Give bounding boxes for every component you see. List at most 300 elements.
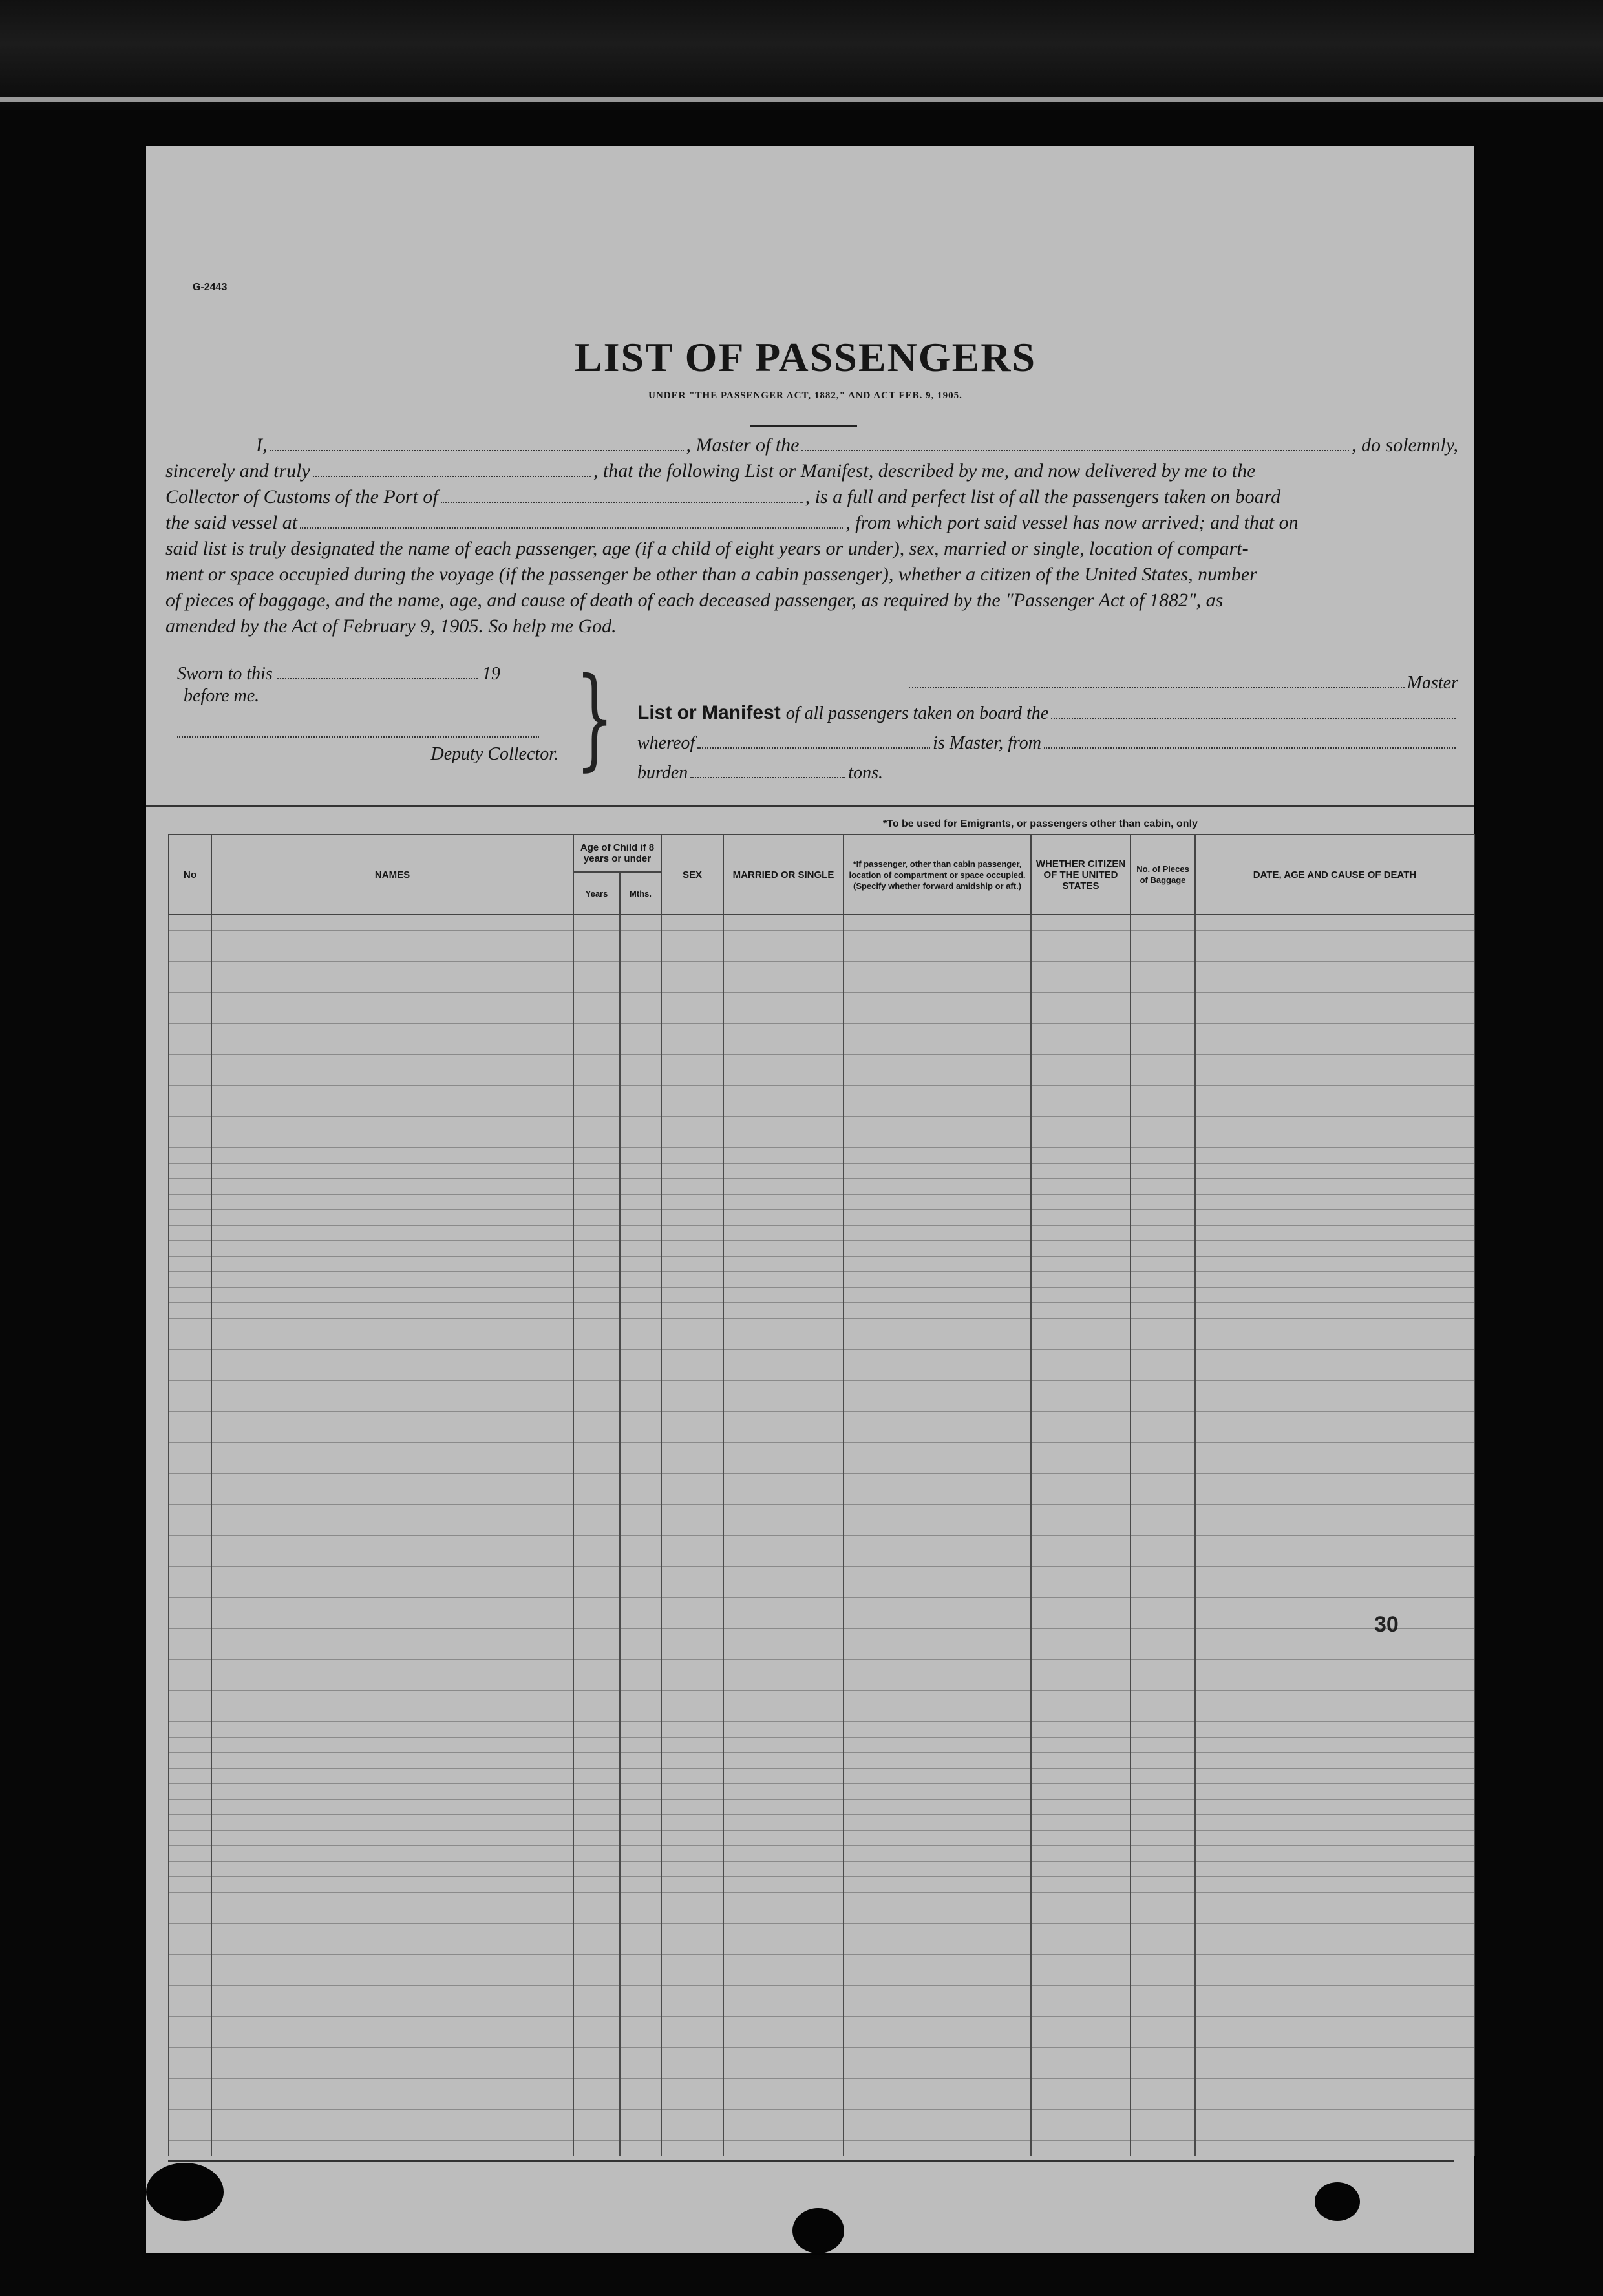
table-cell[interactable] — [573, 1675, 620, 1691]
table-cell[interactable] — [169, 1675, 211, 1691]
table-cell[interactable] — [211, 1520, 573, 1536]
table-cell[interactable] — [211, 2063, 573, 2079]
table-cell[interactable] — [620, 931, 661, 946]
table-cell[interactable] — [661, 993, 723, 1008]
table-cell[interactable] — [723, 1055, 844, 1070]
table-cell[interactable] — [661, 2125, 723, 2141]
table-cell[interactable] — [723, 1226, 844, 1241]
table-cell[interactable] — [723, 1644, 844, 1660]
table-cell[interactable] — [1195, 993, 1474, 1008]
table-cell[interactable] — [169, 931, 211, 946]
table-cell[interactable] — [844, 1257, 1031, 1272]
table-cell[interactable] — [1195, 1784, 1474, 1800]
table-cell[interactable] — [620, 2110, 661, 2125]
table-cell[interactable] — [1131, 962, 1195, 977]
table-cell[interactable] — [1131, 1955, 1195, 1970]
table-cell[interactable] — [1131, 1846, 1195, 1862]
table-cell[interactable] — [211, 962, 573, 977]
table-cell[interactable] — [844, 1862, 1031, 1877]
table-cell[interactable] — [844, 1505, 1031, 1520]
table-cell[interactable] — [1195, 1319, 1474, 1334]
table-cell[interactable] — [1131, 1148, 1195, 1164]
table-cell[interactable] — [1031, 1257, 1131, 1272]
table-cell[interactable] — [661, 1986, 723, 2001]
table-cell[interactable] — [169, 946, 211, 962]
table-cell[interactable] — [211, 931, 573, 946]
table-cell[interactable] — [211, 1955, 573, 1970]
table-cell[interactable] — [1031, 1753, 1131, 1769]
table-cell[interactable] — [723, 1675, 844, 1691]
table-cell[interactable] — [211, 1567, 573, 1582]
table-cell[interactable] — [211, 2032, 573, 2048]
table-cell[interactable] — [844, 1164, 1031, 1179]
table-cell[interactable] — [844, 1334, 1031, 1350]
table-cell[interactable] — [661, 1257, 723, 1272]
table-cell[interactable] — [1031, 2001, 1131, 2017]
table-cell[interactable] — [620, 1086, 661, 1101]
table-cell[interactable] — [661, 1800, 723, 1815]
master-blank[interactable] — [909, 674, 1405, 688]
table-cell[interactable] — [844, 2063, 1031, 2079]
table-cell[interactable] — [1131, 1939, 1195, 1955]
table-cell[interactable] — [573, 1195, 620, 1210]
table-cell[interactable] — [1131, 1520, 1195, 1536]
table-cell[interactable] — [723, 1955, 844, 1970]
table-cell[interactable] — [1131, 1412, 1195, 1427]
table-cell[interactable] — [211, 1924, 573, 1939]
table-cell[interactable] — [169, 1070, 211, 1086]
table-cell[interactable] — [169, 1986, 211, 2001]
table-cell[interactable] — [1131, 2141, 1195, 2156]
table-cell[interactable] — [844, 1489, 1031, 1505]
table-cell[interactable] — [573, 1412, 620, 1427]
table-cell[interactable] — [169, 1691, 211, 1706]
table-cell[interactable] — [169, 1551, 211, 1567]
table-cell[interactable] — [661, 1458, 723, 1474]
table-cell[interactable] — [661, 1846, 723, 1862]
table-cell[interactable] — [169, 977, 211, 993]
table-cell[interactable] — [1131, 1908, 1195, 1924]
table-cell[interactable] — [620, 1784, 661, 1800]
table-cell[interactable] — [620, 1117, 661, 1132]
table-cell[interactable] — [211, 1862, 573, 1877]
table-cell[interactable] — [620, 1691, 661, 1706]
table-cell[interactable] — [211, 1148, 573, 1164]
table-cell[interactable] — [1195, 1505, 1474, 1520]
table-cell[interactable] — [1195, 1257, 1474, 1272]
table-cell[interactable] — [844, 993, 1031, 1008]
table-cell[interactable] — [620, 1505, 661, 1520]
table-cell[interactable] — [844, 1288, 1031, 1303]
table-cell[interactable] — [1031, 1800, 1131, 1815]
table-cell[interactable] — [211, 1753, 573, 1769]
table-cell[interactable] — [573, 1086, 620, 1101]
table-cell[interactable] — [1195, 1179, 1474, 1195]
table-cell[interactable] — [1131, 1706, 1195, 1722]
table-cell[interactable] — [169, 2094, 211, 2110]
table-cell[interactable] — [661, 1427, 723, 1443]
table-cell[interactable] — [169, 1784, 211, 1800]
table-cell[interactable] — [169, 1039, 211, 1055]
table-cell[interactable] — [1031, 1520, 1131, 1536]
table-cell[interactable] — [573, 1132, 620, 1148]
table-cell[interactable] — [573, 1210, 620, 1226]
table-cell[interactable] — [1131, 946, 1195, 962]
table-cell[interactable] — [169, 1117, 211, 1132]
table-cell[interactable] — [211, 1164, 573, 1179]
table-cell[interactable] — [844, 1644, 1031, 1660]
table-cell[interactable] — [573, 1427, 620, 1443]
table-cell[interactable] — [1031, 2017, 1131, 2032]
table-cell[interactable] — [169, 1738, 211, 1753]
table-cell[interactable] — [573, 1101, 620, 1117]
table-cell[interactable] — [620, 1427, 661, 1443]
table-cell[interactable] — [1031, 1319, 1131, 1334]
table-cell[interactable] — [211, 1226, 573, 1241]
table-cell[interactable] — [661, 1148, 723, 1164]
table-cell[interactable] — [211, 2017, 573, 2032]
table-cell[interactable] — [573, 915, 620, 931]
table-cell[interactable] — [169, 2001, 211, 2017]
table-cell[interactable] — [1195, 1675, 1474, 1691]
table-cell[interactable] — [1195, 1831, 1474, 1846]
table-cell[interactable] — [844, 1226, 1031, 1241]
table-cell[interactable] — [211, 1706, 573, 1722]
table-cell[interactable] — [844, 1691, 1031, 1706]
table-cell[interactable] — [169, 1412, 211, 1427]
table-cell[interactable] — [723, 1443, 844, 1458]
table-cell[interactable] — [661, 1877, 723, 1893]
table-cell[interactable] — [844, 946, 1031, 962]
table-cell[interactable] — [1131, 1101, 1195, 1117]
table-cell[interactable] — [169, 1381, 211, 1396]
table-cell[interactable] — [661, 1908, 723, 1924]
table-cell[interactable] — [620, 2048, 661, 2063]
table-cell[interactable] — [1195, 1381, 1474, 1396]
table-cell[interactable] — [573, 1008, 620, 1024]
table-cell[interactable] — [1195, 1350, 1474, 1365]
table-cell[interactable] — [1131, 1644, 1195, 1660]
table-cell[interactable] — [573, 1024, 620, 1039]
table-cell[interactable] — [1031, 1986, 1131, 2001]
table-cell[interactable] — [620, 2032, 661, 2048]
table-cell[interactable] — [661, 1706, 723, 1722]
table-cell[interactable] — [1031, 1505, 1131, 1520]
table-cell[interactable] — [1195, 2079, 1474, 2094]
table-cell[interactable] — [844, 915, 1031, 931]
table-cell[interactable] — [1031, 1474, 1131, 1489]
table-cell[interactable] — [661, 1955, 723, 1970]
table-cell[interactable] — [1031, 1691, 1131, 1706]
table-cell[interactable] — [169, 1582, 211, 1598]
table-cell[interactable] — [1195, 1582, 1474, 1598]
table-cell[interactable] — [620, 1412, 661, 1427]
table-cell[interactable] — [1131, 1195, 1195, 1210]
table-cell[interactable] — [1031, 1784, 1131, 1800]
table-cell[interactable] — [723, 1039, 844, 1055]
table-cell[interactable] — [723, 1070, 844, 1086]
table-cell[interactable] — [661, 1412, 723, 1427]
table-cell[interactable] — [723, 1241, 844, 1257]
table-cell[interactable] — [169, 2063, 211, 2079]
table-cell[interactable] — [723, 1660, 844, 1675]
table-cell[interactable] — [723, 1613, 844, 1629]
table-cell[interactable] — [573, 1722, 620, 1738]
table-cell[interactable] — [211, 1288, 573, 1303]
table-cell[interactable] — [1131, 1132, 1195, 1148]
table-cell[interactable] — [844, 1613, 1031, 1629]
table-cell[interactable] — [844, 1396, 1031, 1412]
table-cell[interactable] — [1131, 2048, 1195, 2063]
table-cell[interactable] — [620, 977, 661, 993]
table-cell[interactable] — [169, 2110, 211, 2125]
departure-port-blank[interactable] — [300, 512, 843, 529]
table-cell[interactable] — [573, 1396, 620, 1412]
table-cell[interactable] — [661, 1117, 723, 1132]
table-cell[interactable] — [620, 1257, 661, 1272]
table-cell[interactable] — [1131, 1179, 1195, 1195]
table-cell[interactable] — [1195, 946, 1474, 962]
table-cell[interactable] — [169, 1489, 211, 1505]
table-cell[interactable] — [573, 1753, 620, 1769]
table-cell[interactable] — [723, 1396, 844, 1412]
table-cell[interactable] — [573, 2079, 620, 2094]
table-cell[interactable] — [1195, 1800, 1474, 1815]
table-cell[interactable] — [844, 1536, 1031, 1551]
table-cell[interactable] — [620, 1986, 661, 2001]
table-cell[interactable] — [844, 1846, 1031, 1862]
table-cell[interactable] — [1131, 2001, 1195, 2017]
table-cell[interactable] — [169, 1365, 211, 1381]
table-cell[interactable] — [1195, 1443, 1474, 1458]
table-cell[interactable] — [1195, 2032, 1474, 2048]
table-cell[interactable] — [1195, 1086, 1474, 1101]
table-cell[interactable] — [573, 2017, 620, 2032]
table-cell[interactable] — [620, 1924, 661, 1939]
table-cell[interactable] — [1195, 1862, 1474, 1877]
table-cell[interactable] — [1031, 1458, 1131, 1474]
whereof-blank[interactable] — [697, 734, 930, 749]
table-cell[interactable] — [661, 1831, 723, 1846]
collector-signature-blank[interactable] — [177, 723, 539, 738]
table-cell[interactable] — [573, 1908, 620, 1924]
table-cell[interactable] — [620, 2017, 661, 2032]
table-cell[interactable] — [723, 2094, 844, 2110]
table-cell[interactable] — [1031, 1846, 1131, 1862]
table-cell[interactable] — [573, 1986, 620, 2001]
table-cell[interactable] — [620, 1474, 661, 1489]
table-cell[interactable] — [1131, 1303, 1195, 1319]
table-cell[interactable] — [844, 1815, 1031, 1831]
table-cell[interactable] — [211, 1055, 573, 1070]
table-cell[interactable] — [661, 1288, 723, 1303]
table-cell[interactable] — [661, 1769, 723, 1784]
table-cell[interactable] — [169, 1427, 211, 1443]
table-cell[interactable] — [723, 1458, 844, 1474]
table-cell[interactable] — [723, 1148, 844, 1164]
table-cell[interactable] — [1031, 1241, 1131, 1257]
table-cell[interactable] — [1195, 1303, 1474, 1319]
table-cell[interactable] — [723, 1164, 844, 1179]
table-cell[interactable] — [1031, 946, 1131, 962]
table-cell[interactable] — [723, 1288, 844, 1303]
table-cell[interactable] — [661, 1784, 723, 1800]
table-cell[interactable] — [573, 1784, 620, 1800]
table-cell[interactable] — [1131, 1986, 1195, 2001]
table-cell[interactable] — [844, 1582, 1031, 1598]
table-cell[interactable] — [169, 1288, 211, 1303]
table-cell[interactable] — [723, 1908, 844, 1924]
table-cell[interactable] — [169, 993, 211, 1008]
table-cell[interactable] — [723, 1800, 844, 1815]
table-cell[interactable] — [1031, 2094, 1131, 2110]
table-cell[interactable] — [844, 1939, 1031, 1955]
table-cell[interactable] — [1031, 1055, 1131, 1070]
table-cell[interactable] — [661, 1101, 723, 1117]
table-cell[interactable] — [1195, 1536, 1474, 1551]
table-cell[interactable] — [661, 1582, 723, 1598]
table-cell[interactable] — [1131, 1288, 1195, 1303]
table-cell[interactable] — [723, 2079, 844, 2094]
table-cell[interactable] — [620, 1164, 661, 1179]
table-cell[interactable] — [844, 1738, 1031, 1753]
table-cell[interactable] — [211, 1117, 573, 1132]
table-cell[interactable] — [169, 1179, 211, 1195]
table-cell[interactable] — [1031, 1706, 1131, 1722]
table-cell[interactable] — [1195, 1924, 1474, 1939]
table-cell[interactable] — [723, 1970, 844, 1986]
table-cell[interactable] — [844, 962, 1031, 977]
table-cell[interactable] — [661, 1039, 723, 1055]
table-cell[interactable] — [723, 1086, 844, 1101]
table-cell[interactable] — [620, 1272, 661, 1288]
table-cell[interactable] — [1031, 2125, 1131, 2141]
table-cell[interactable] — [573, 1319, 620, 1334]
table-cell[interactable] — [620, 1443, 661, 1458]
table-cell[interactable] — [1131, 1226, 1195, 1241]
table-cell[interactable] — [723, 1381, 844, 1396]
table-cell[interactable] — [844, 931, 1031, 946]
table-cell[interactable] — [1195, 1241, 1474, 1257]
table-cell[interactable] — [1131, 1164, 1195, 1179]
table-cell[interactable] — [211, 1784, 573, 1800]
table-cell[interactable] — [620, 1908, 661, 1924]
table-cell[interactable] — [723, 1877, 844, 1893]
table-cell[interactable] — [661, 1536, 723, 1551]
table-cell[interactable] — [211, 1769, 573, 1784]
table-cell[interactable] — [211, 1629, 573, 1644]
table-cell[interactable] — [573, 1598, 620, 1613]
table-cell[interactable] — [1031, 1582, 1131, 1598]
table-cell[interactable] — [844, 1458, 1031, 1474]
table-cell[interactable] — [844, 1195, 1031, 1210]
table-cell[interactable] — [723, 2110, 844, 2125]
table-cell[interactable] — [844, 1055, 1031, 1070]
table-cell[interactable] — [1131, 1365, 1195, 1381]
table-cell[interactable] — [1031, 1412, 1131, 1427]
table-cell[interactable] — [723, 1551, 844, 1567]
table-cell[interactable] — [723, 915, 844, 931]
table-cell[interactable] — [1031, 962, 1131, 977]
table-cell[interactable] — [1131, 1831, 1195, 1846]
table-cell[interactable] — [620, 1458, 661, 1474]
table-cell[interactable] — [1195, 1164, 1474, 1179]
table-cell[interactable] — [169, 1195, 211, 1210]
table-cell[interactable] — [211, 1644, 573, 1660]
table-cell[interactable] — [661, 2001, 723, 2017]
table-cell[interactable] — [1031, 1288, 1131, 1303]
table-cell[interactable] — [620, 1567, 661, 1582]
table-cell[interactable] — [620, 1148, 661, 1164]
table-cell[interactable] — [1031, 977, 1131, 993]
table-cell[interactable] — [723, 993, 844, 1008]
table-cell[interactable] — [211, 1210, 573, 1226]
table-cell[interactable] — [1131, 1117, 1195, 1132]
table-cell[interactable] — [573, 1226, 620, 1241]
table-cell[interactable] — [723, 1691, 844, 1706]
table-cell[interactable] — [620, 1769, 661, 1784]
table-cell[interactable] — [1131, 1257, 1195, 1272]
table-cell[interactable] — [211, 1986, 573, 2001]
table-cell[interactable] — [1195, 1396, 1474, 1412]
table-cell[interactable] — [661, 1629, 723, 1644]
table-cell[interactable] — [620, 1893, 661, 1908]
table-cell[interactable] — [661, 2032, 723, 2048]
table-cell[interactable] — [723, 1101, 844, 1117]
table-cell[interactable] — [211, 1365, 573, 1381]
table-cell[interactable] — [620, 2079, 661, 2094]
table-cell[interactable] — [1195, 1660, 1474, 1675]
table-cell[interactable] — [620, 1939, 661, 1955]
table-cell[interactable] — [620, 1613, 661, 1629]
table-cell[interactable] — [1031, 1396, 1131, 1412]
table-cell[interactable] — [1195, 1986, 1474, 2001]
table-cell[interactable] — [573, 1520, 620, 1536]
table-cell[interactable] — [1031, 1877, 1131, 1893]
table-cell[interactable] — [723, 977, 844, 993]
table-cell[interactable] — [573, 1257, 620, 1272]
table-cell[interactable] — [573, 962, 620, 977]
table-cell[interactable] — [1031, 1613, 1131, 1629]
table-cell[interactable] — [844, 1551, 1031, 1567]
table-cell[interactable] — [844, 1024, 1031, 1039]
table-cell[interactable] — [573, 1365, 620, 1381]
table-cell[interactable] — [1131, 1458, 1195, 1474]
table-cell[interactable] — [661, 1396, 723, 1412]
table-cell[interactable] — [1131, 1489, 1195, 1505]
table-cell[interactable] — [723, 1505, 844, 1520]
table-cell[interactable] — [844, 2001, 1031, 2017]
table-cell[interactable] — [211, 993, 573, 1008]
table-cell[interactable] — [723, 2048, 844, 2063]
table-cell[interactable] — [211, 1350, 573, 1365]
table-cell[interactable] — [1131, 2063, 1195, 2079]
table-cell[interactable] — [211, 946, 573, 962]
table-cell[interactable] — [169, 1629, 211, 1644]
table-cell[interactable] — [573, 1303, 620, 1319]
table-cell[interactable] — [844, 1675, 1031, 1691]
table-cell[interactable] — [1131, 1675, 1195, 1691]
table-cell[interactable] — [573, 1567, 620, 1582]
table-cell[interactable] — [1195, 1148, 1474, 1164]
table-cell[interactable] — [844, 1970, 1031, 1986]
table-cell[interactable] — [661, 1520, 723, 1536]
table-cell[interactable] — [723, 2141, 844, 2156]
table-cell[interactable] — [211, 1024, 573, 1039]
table-cell[interactable] — [620, 1955, 661, 1970]
table-cell[interactable] — [1195, 1893, 1474, 1908]
table-cell[interactable] — [211, 1272, 573, 1288]
